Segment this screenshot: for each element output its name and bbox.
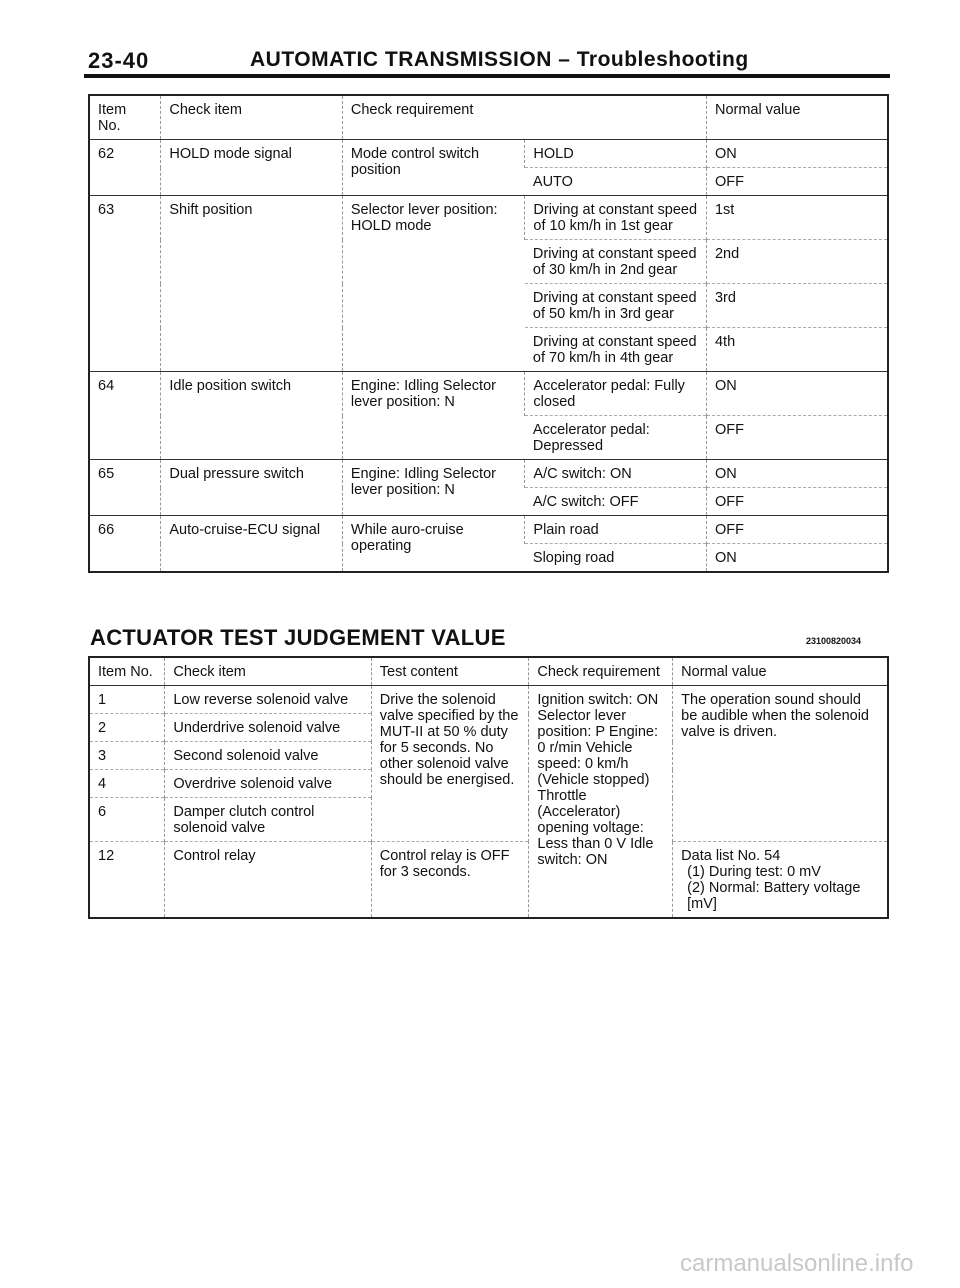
normal-value: OFF	[706, 416, 888, 460]
check-requirement: Engine: Idling Selector lever position: N	[342, 372, 525, 460]
normal-value: OFF	[706, 488, 888, 516]
header-check-requirement: Check requirement	[342, 95, 706, 140]
condition: Accelerator pedal: Depressed	[525, 416, 707, 460]
check-item: Second solenoid valve	[165, 742, 371, 770]
item-no: 1	[89, 686, 165, 714]
test-content: Drive the solenoid valve specified by the MUT-II at 50 % duty for 5 seconds. No other solenoid valve should be energised.	[371, 686, 529, 842]
check-item: HOLD mode signal	[161, 140, 343, 196]
condition: Driving at constant speed of 30 km/h in 2nd gear	[525, 240, 707, 284]
normal-value: 2nd	[706, 240, 888, 284]
check-item: Auto-cruise-ECU signal	[161, 516, 343, 573]
header-check-requirement: Check requirement	[529, 657, 673, 686]
item-no: 65	[89, 460, 161, 516]
normal-value-line: (2) Normal: Battery voltage [mV]	[687, 880, 861, 912]
data-list-table	[88, 94, 889, 573]
normal-value: 4th	[706, 328, 888, 372]
normal-value: ON	[706, 372, 888, 416]
table-row	[89, 686, 888, 714]
table-row	[89, 196, 888, 240]
check-item: Shift position	[161, 196, 343, 372]
check-item: Dual pressure switch	[161, 460, 343, 516]
check-item: Damper clutch control solenoid valve	[165, 798, 371, 842]
condition: Plain road	[525, 516, 707, 544]
page-code: 23-40	[88, 48, 150, 73]
item-no: 6	[89, 798, 165, 842]
item-no: 63	[89, 196, 161, 372]
section-title: ACTUATOR TEST JUDGEMENT VALUE	[90, 625, 506, 650]
item-no: 66	[89, 516, 161, 573]
table-row	[89, 516, 888, 544]
item-no: 12	[89, 842, 165, 919]
check-requirement: While auro-cruise operating	[342, 516, 525, 573]
condition: HOLD	[525, 140, 707, 168]
header-item-no: Item No.	[89, 657, 165, 686]
condition: A/C switch: OFF	[525, 488, 707, 516]
condition: Driving at constant speed of 50 km/h in 3rd gear	[525, 284, 707, 328]
condition: A/C switch: ON	[525, 460, 707, 488]
normal-value: ON	[706, 460, 888, 488]
table-row	[89, 372, 888, 416]
table-row	[89, 842, 888, 919]
table-header-row	[89, 95, 888, 140]
test-content: Control relay is OFF for 3 seconds.	[371, 842, 529, 919]
table-header-row	[89, 657, 888, 686]
normal-value: ON	[706, 140, 888, 168]
normal-value-line: (1) During test: 0 mV	[687, 864, 821, 880]
normal-value-line: Data list No. 54	[681, 848, 781, 864]
header-test-content: Test content	[371, 657, 529, 686]
normal-value: OFF	[706, 168, 888, 196]
normal-value: The operation sound should be audible when the solenoid valve is driven.	[673, 686, 888, 842]
condition: Accelerator pedal: Fully closed	[525, 372, 707, 416]
condition: Driving at constant speed of 70 km/h in 4th gear	[525, 328, 707, 372]
check-requirement: Ignition switch: ON Selector lever position: P Engine: 0 r/min Vehicle speed: 0 km/h (Vehicle stopped) Throttle (Accelerator) opening voltage: Less than 0 V Idle switch: ON	[529, 686, 673, 919]
normal-value: 3rd	[706, 284, 888, 328]
normal-value: 1st	[706, 196, 888, 240]
check-item: Control relay	[165, 842, 371, 919]
table-row	[89, 140, 888, 168]
section-code: 23100820034	[806, 636, 862, 646]
actuator-test-table	[88, 656, 889, 919]
condition: Driving at constant speed of 10 km/h in 1st gear	[525, 196, 707, 240]
page-header	[80, 46, 890, 74]
check-item: Overdrive solenoid valve	[165, 770, 371, 798]
item-no: 2	[89, 714, 165, 742]
condition: Sloping road	[525, 544, 707, 573]
check-requirement: Mode control switch position	[342, 140, 525, 196]
check-requirement: Selector lever position: HOLD mode	[342, 196, 525, 372]
check-item: Idle position switch	[161, 372, 343, 460]
watermark: carmanualsonline.info	[680, 1250, 914, 1277]
header-item-no: Item No.	[89, 95, 161, 140]
normal-value: OFF	[706, 516, 888, 544]
header-check-item: Check item	[161, 95, 343, 140]
check-item: Low reverse solenoid valve	[165, 686, 371, 714]
item-no: 3	[89, 742, 165, 770]
item-no: 62	[89, 140, 161, 196]
page-title: AUTOMATIC TRANSMISSION – Troubleshooting	[250, 48, 749, 71]
item-no: 4	[89, 770, 165, 798]
condition: AUTO	[525, 168, 707, 196]
check-requirement: Engine: Idling Selector lever position: N	[342, 460, 525, 516]
item-no: 64	[89, 372, 161, 460]
header-normal-value: Normal value	[673, 657, 888, 686]
normal-value: ON	[706, 544, 888, 573]
check-item: Underdrive solenoid valve	[165, 714, 371, 742]
header-check-item: Check item	[165, 657, 371, 686]
table-row	[89, 460, 888, 488]
header-rule	[84, 74, 890, 78]
normal-value	[673, 842, 888, 919]
header-normal-value: Normal value	[706, 95, 888, 140]
